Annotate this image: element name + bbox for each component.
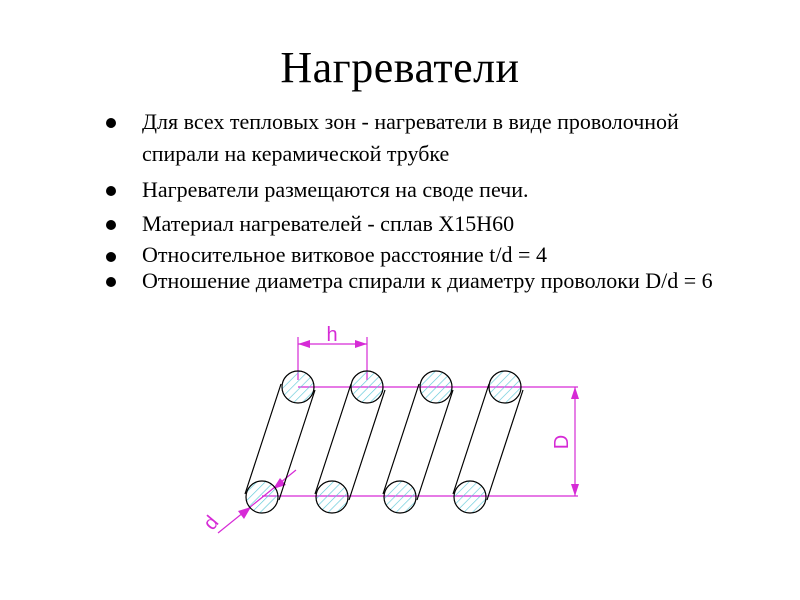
pitch-label: h	[326, 324, 338, 346]
coil-segment-right-edge	[349, 390, 385, 500]
arrow-right-icon	[355, 340, 367, 348]
coil-segment-right-edge	[417, 390, 453, 500]
coil-segment-left-edge	[383, 384, 419, 494]
bullet-text: Отношение диаметра спирали к диаметру проволоки D/d = 6	[142, 268, 713, 293]
wire-section-bottom	[316, 481, 348, 513]
coil-segment-left-edge	[315, 384, 351, 494]
page-title: Нагреватели	[280, 43, 520, 92]
wire-section-top	[351, 371, 383, 403]
wire-section-top	[489, 371, 521, 403]
wire-section-top	[282, 371, 314, 403]
arrow-up-icon	[571, 387, 579, 399]
wire-section-bottom	[246, 481, 278, 513]
wire-section-top	[420, 371, 452, 403]
wire-section-bottom	[454, 481, 486, 513]
wire-section-bottom	[384, 481, 416, 513]
coil-segment-left-edge	[453, 384, 489, 494]
coil-segment-right-edge	[487, 390, 523, 500]
bullet-text: Для всех тепловых зон - нагреватели в виде проволочной спирали на керамической трубке	[142, 109, 679, 166]
coil-turns	[245, 384, 523, 500]
arrow-diagonal-icon	[238, 507, 251, 519]
coil-segment-left-edge	[245, 384, 281, 494]
wire-diameter-label: d	[199, 511, 224, 535]
bullet-text: Нагреватели размещаются на своде печи.	[142, 177, 529, 202]
coil-diameter-label: D	[551, 434, 573, 450]
arrow-left-icon	[298, 340, 310, 348]
coil-segment-right-edge	[279, 390, 315, 500]
bullet-text: Относительное витковое расстояние t/d = 4	[142, 242, 547, 267]
arrow-down-icon	[571, 484, 579, 496]
bullet-text: Материал нагревателей - сплав Х15Н60	[142, 211, 515, 236]
